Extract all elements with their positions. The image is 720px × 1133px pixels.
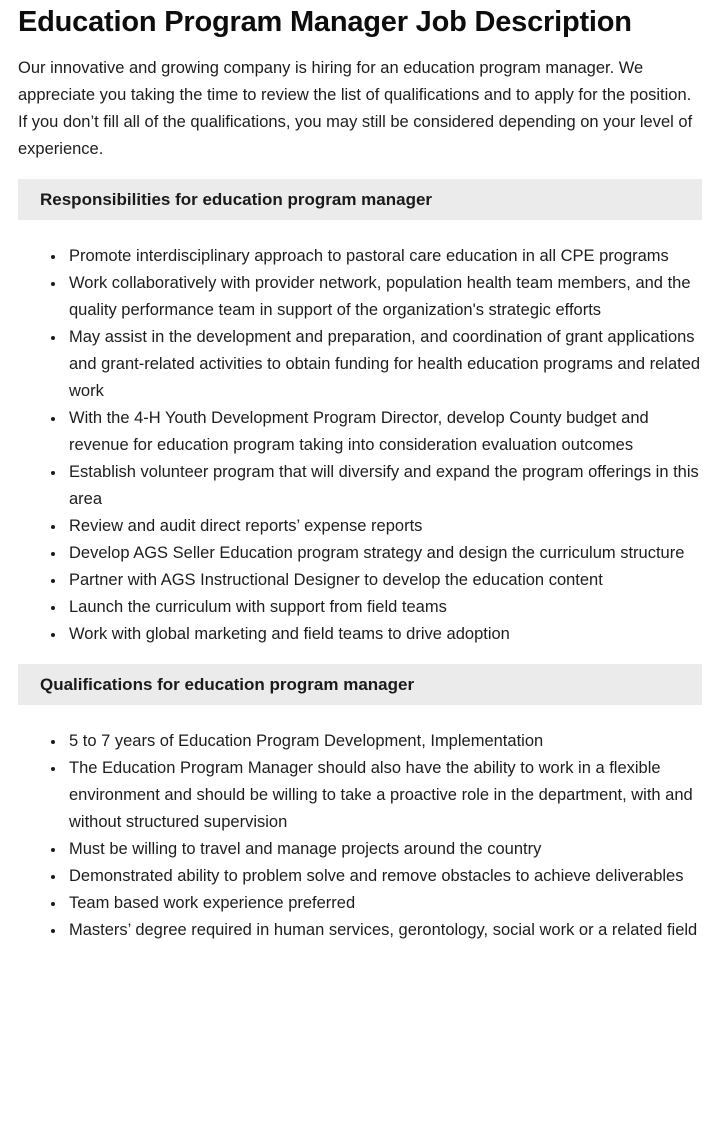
list-item: • Demonstrated ability to problem solve and remove obstacles to achieve deliverables: [66, 863, 702, 890]
page-title: Education Program Manager Job Description: [18, 6, 632, 38]
list-item: • Masters’ degree required in human services, gerontology, social work or a related field: [66, 917, 702, 944]
intro-paragraph: Our innovative and growing company is hiring for an education program manager. We appreciate you taking the time to review the list of qualifications and to apply for the position. If you don’t fill all of the qualifications, you may still be considered depending on your level of experience.: [18, 59, 693, 158]
responsibilities-header: Responsibilities for education program manager: [18, 179, 702, 220]
list-item: • Team based work experience preferred: [66, 890, 702, 917]
qualifications-list: [18, 728, 702, 944]
list-item: • Work with global marketing and field teams to drive adoption: [66, 621, 702, 648]
qualifications-header: Qualifications for education program manager: [18, 664, 702, 705]
list-item: • Partner with AGS Instructional Designer to develop the education content: [66, 567, 702, 594]
list-item: • Review and audit direct reports’ expense reports: [66, 513, 702, 540]
list-item: • Promote interdisciplinary approach to pastoral care education in all CPE programs: [66, 243, 702, 270]
list-item: • Establish volunteer program that will diversify and expand the program offerings in this area: [66, 459, 702, 513]
responsibilities-list: [18, 243, 702, 648]
list-item: • Launch the curriculum with support from field teams: [66, 594, 702, 621]
list-item: • May assist in the development and preparation, and coordination of grant applications and grant-related activities to obtain funding for health education programs and related work: [66, 324, 702, 405]
list-item: • The Education Program Manager should also have the ability to work in a flexible environment and should be willing to take a proactive role in the department, with and without structured supervision: [66, 755, 702, 836]
responsibilities-section: [18, 179, 702, 648]
qualifications-section: [18, 664, 702, 970]
list-item: • Must be willing to travel and manage projects around the country: [66, 836, 702, 863]
list-item: • Develop AGS Seller Education program strategy and design the curriculum structure: [66, 540, 702, 567]
list-item: • 5 to 7 years of Education Program Development, Implementation: [66, 728, 702, 755]
list-item: • With the 4-H Youth Development Program Director, develop County budget and revenue for education program taking into consideration evaluation outcomes: [66, 405, 702, 459]
list-item: • Work collaboratively with provider network, population health team members, and the quality performance team in support of the organization's strategic efforts: [66, 270, 702, 324]
